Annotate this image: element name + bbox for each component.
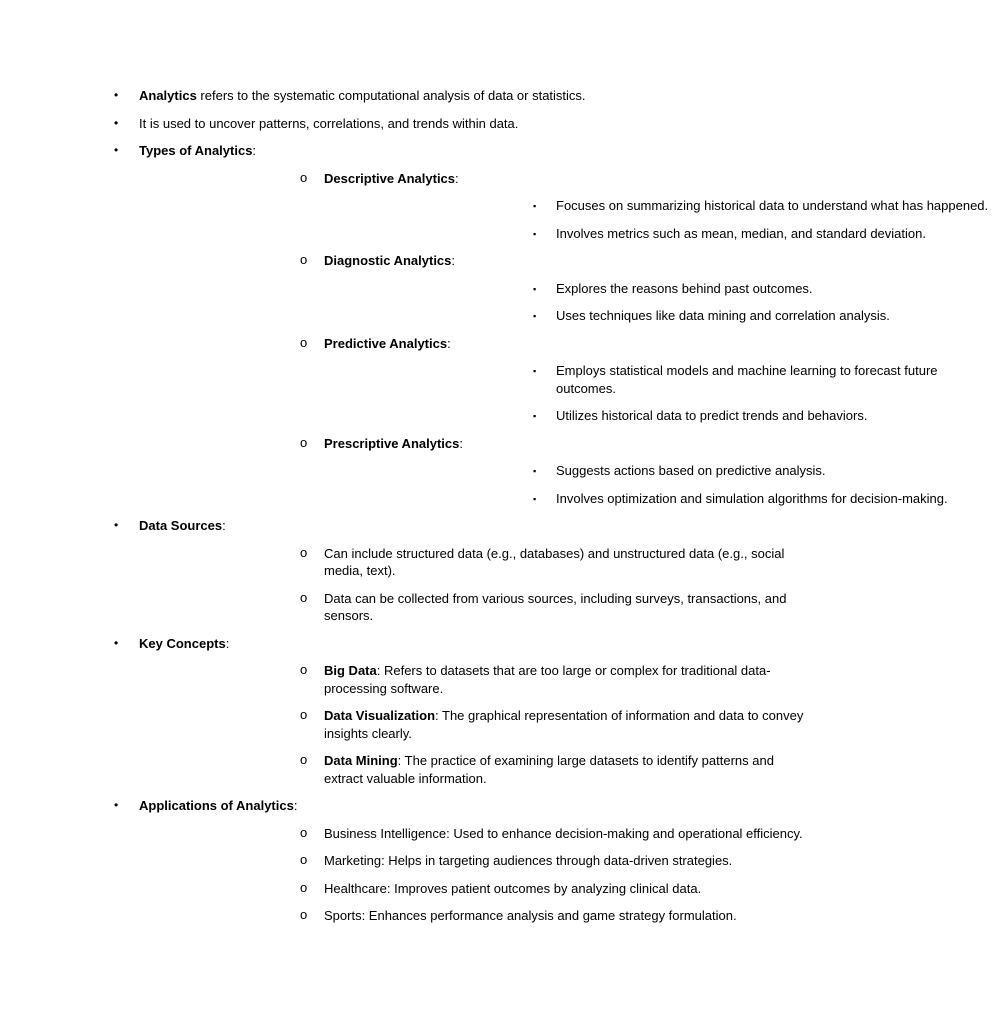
list-item — [139, 907, 804, 925]
section-applications — [0, 797, 803, 925]
point-text: Involves metrics such as mean, median, and standard deviation. — [556, 225, 926, 241]
section-heading: Types of Analytics — [139, 143, 253, 158]
type-name: Predictive Analytics — [324, 335, 448, 351]
list-item — [324, 407, 996, 425]
concept-desc: : The graphical representation of information and data to convey insights clearly. — [324, 708, 804, 741]
list-item — [324, 225, 996, 243]
square-bullet-icon: ▪ — [533, 493, 537, 504]
list-item — [324, 307, 996, 325]
colon: : — [451, 253, 456, 268]
colon: : — [293, 798, 298, 813]
term-analytics: Analytics — [139, 88, 197, 103]
type-item — [139, 252, 890, 325]
list-item — [139, 707, 804, 742]
circle-bullet-icon: o — [300, 169, 308, 185]
concepts-list — [139, 662, 804, 787]
type-points — [324, 362, 938, 425]
list-item — [0, 115, 659, 133]
list-item — [139, 752, 804, 787]
list-item — [324, 362, 996, 397]
circle-bullet-icon: o — [300, 852, 308, 867]
source-text: Data can be collected from various sources, including surveys, transactions, and sensors. — [324, 590, 787, 623]
concept-term: Data Mining — [324, 753, 398, 768]
circle-bullet-icon: o — [300, 707, 308, 722]
section-heading: Data Sources — [139, 518, 223, 533]
square-bullet-icon: ▪ — [533, 366, 537, 376]
application-text: Healthcare: Improves patient outcomes by analyzing clinical data. — [324, 880, 702, 896]
list-item — [139, 825, 804, 843]
square-bullet-icon: ▪ — [533, 201, 537, 211]
type-item — [139, 169, 989, 243]
square-bullet-icon: ▪ — [533, 228, 537, 239]
colon: : — [459, 435, 463, 451]
concept-desc: : Refers to datasets that are too large or complex for traditional data-processing software. — [324, 663, 771, 696]
colon: : — [225, 635, 230, 651]
circle-bullet-icon: o — [300, 589, 308, 605]
circle-bullet-icon: o — [300, 252, 308, 267]
colon: : — [447, 335, 451, 351]
bullet-icon: • — [114, 88, 119, 102]
colon: : — [222, 518, 226, 533]
list-item — [324, 490, 996, 508]
application-text: Sports: Enhances performance analysis and game strategy formulation. — [324, 908, 737, 923]
section-concepts — [0, 635, 804, 788]
circle-bullet-icon: o — [300, 334, 308, 350]
square-bullet-icon: ▪ — [533, 283, 537, 294]
circle-bullet-icon: o — [300, 752, 308, 767]
point-text: Involves optimization and simulation algorithms for decision-making. — [556, 490, 948, 506]
types-list — [139, 169, 989, 508]
point-text: Explores the reasons behind past outcomes. — [556, 280, 813, 296]
circle-bullet-icon: o — [300, 879, 308, 895]
list-item — [139, 852, 804, 870]
bullet-icon: • — [114, 518, 119, 532]
applications-list — [139, 824, 803, 925]
type-name: Descriptive Analytics — [324, 170, 456, 186]
concept-term: Data Visualization — [324, 708, 436, 723]
type-points — [324, 197, 989, 242]
list-item — [139, 545, 804, 580]
colon: : — [252, 143, 257, 158]
concept-term: Big Data — [324, 663, 377, 678]
application-text: Marketing: Helps in targeting audiences through data-driven strategies. — [324, 853, 733, 868]
point-text: Suggests actions based on predictive analysis. — [556, 463, 826, 478]
bullet-icon: • — [114, 798, 119, 812]
circle-bullet-icon: o — [300, 824, 308, 840]
type-name: Diagnostic Analytics — [324, 253, 452, 268]
point-text: Employs statistical models and machine learning to forecast future outcomes. — [556, 363, 938, 396]
concept-desc: : The practice of examining large datasets to identify patterns and extract valuable information. — [324, 753, 774, 786]
type-points — [324, 280, 890, 325]
type-name: Prescriptive Analytics — [324, 435, 460, 451]
bullet-icon: • — [114, 635, 119, 650]
point-text: Utilizes historical data to predict trends and behaviors. — [556, 408, 868, 423]
square-bullet-icon: ▪ — [533, 311, 537, 321]
list-item — [0, 87, 659, 105]
colon: : — [455, 170, 459, 186]
type-item — [139, 434, 948, 508]
section-types — [0, 142, 989, 507]
point-text: Uses techniques like data mining and correlation analysis. — [556, 308, 890, 323]
analytics-definition: refers to the systematic computational analysis of data or statistics. — [196, 88, 586, 103]
bullet-icon: • — [114, 143, 119, 157]
circle-bullet-icon: o — [300, 662, 308, 677]
section-sources — [0, 517, 787, 625]
application-text: Business Intelligence: Used to enhance decision-making and operational efficiency. — [324, 825, 803, 841]
analytics-use: It is used to uncover patterns, correlations, and trends within data. — [139, 115, 519, 131]
list-item — [324, 280, 996, 298]
list-item — [139, 662, 804, 697]
circle-bullet-icon: o — [300, 544, 308, 560]
source-text: Can include structured data (e.g., databases) and unstructured data (e.g., social media, text). — [324, 545, 785, 578]
section-heading: Applications of Analytics — [139, 798, 294, 813]
circle-bullet-icon: o — [300, 907, 308, 922]
list-item — [324, 462, 996, 480]
square-bullet-icon: ▪ — [533, 411, 537, 421]
list-item — [324, 197, 996, 215]
type-item — [139, 334, 938, 425]
list-item — [139, 880, 804, 898]
bullet-icon: • — [114, 115, 119, 130]
point-text: Focuses on summarizing historical data to understand what has happened. — [556, 198, 989, 213]
square-bullet-icon: ▪ — [533, 466, 537, 476]
sources-list — [139, 544, 787, 625]
list-item — [139, 590, 804, 625]
type-points — [324, 462, 948, 507]
circle-bullet-icon: o — [300, 434, 308, 450]
section-heading: Key Concepts — [139, 635, 226, 651]
